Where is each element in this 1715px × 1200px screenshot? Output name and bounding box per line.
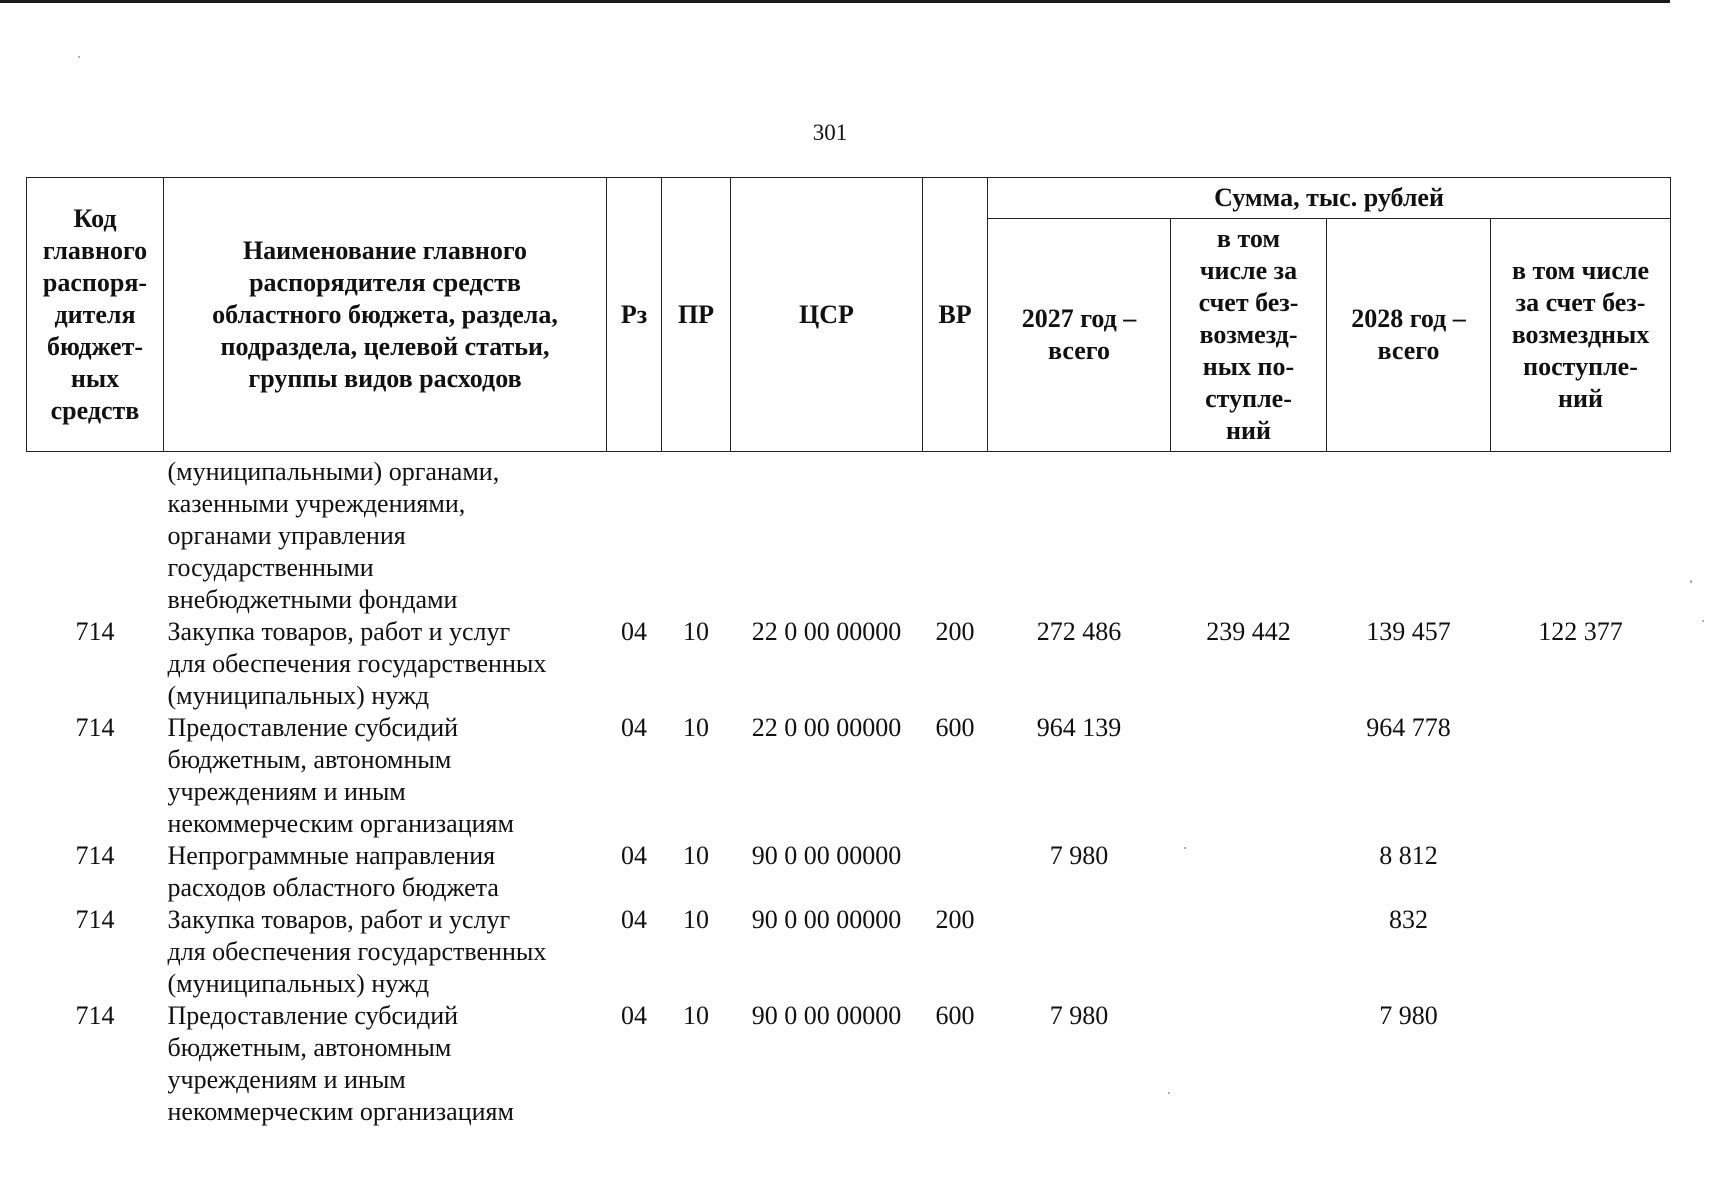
- cell-vr: [923, 456, 988, 616]
- table-row: [27, 904, 1671, 1000]
- cell-2028-total: 8 812: [1379, 841, 1438, 870]
- cell-vr: 600: [935, 713, 975, 742]
- cell-2027-grants: [1171, 840, 1327, 904]
- cell-name: Предоставление субсидий бюджетным, автономным учреждениям и иным некоммерческим организациям: [167, 1001, 514, 1126]
- cell-pr: 10: [683, 841, 709, 870]
- cell-2028-grants: [1491, 456, 1671, 616]
- cell-code: 714: [75, 841, 115, 870]
- cell-2027-total: 272 486: [1036, 617, 1122, 646]
- cell-code: 714: [75, 905, 115, 934]
- header-name: [164, 178, 607, 452]
- cell-rz: 04: [621, 713, 647, 742]
- cell-2027-total: [988, 904, 1171, 1000]
- cell-name: Непрограммные направления расходов областного бюджета: [167, 841, 499, 902]
- cell-2027-grants: [1171, 456, 1327, 616]
- cell-pr: [662, 456, 731, 616]
- header-2027-grants-lines: в том числе за счет без- возмезд- ных по- ступле- ний: [1198, 224, 1299, 445]
- cell-name: Закупка товаров, работ и услуг для обеспечения государственных (муниципальных) нужд: [167, 905, 547, 998]
- header-2027-total: [988, 219, 1171, 452]
- cell-2027-grants: 239 442: [1206, 617, 1291, 646]
- header-name-lines: Наименование главного распорядителя средств областного бюджета, раздела, подраздела, целевой статьи, группы видов расходов: [212, 235, 558, 393]
- cell-2028-grants: 122 377: [1538, 617, 1623, 646]
- cell-rz: 04: [621, 841, 647, 870]
- cell-2027-total: 964 139: [1036, 713, 1122, 742]
- cell-2028-total: 139 457: [1366, 617, 1451, 646]
- scan-speck: [1690, 580, 1692, 583]
- cell-rz: 04: [621, 617, 647, 646]
- cell-csr: 22 0 00 00000: [751, 617, 902, 646]
- cell-2028-grants: [1491, 840, 1671, 904]
- cell-2028-total: [1327, 456, 1491, 616]
- cell-pr: 10: [683, 905, 709, 934]
- table-row: [27, 616, 1671, 712]
- table-body: [27, 452, 1671, 1129]
- cell-2028-grants: [1491, 1000, 1671, 1128]
- header-pr: ПР: [662, 178, 731, 452]
- header-2028-total: [1327, 219, 1491, 452]
- cell-2027-total: 7 980: [1049, 841, 1109, 870]
- cell-name: (муниципальными) органами, казенными учреждениями, органами управления государственными внебюджетными фондами: [167, 457, 500, 614]
- header-2028-total-lines: 2028 год – всего: [1351, 304, 1466, 365]
- header-vr: ВР: [923, 178, 988, 452]
- scan-speck: [1168, 1092, 1170, 1094]
- cell-csr: 90 0 00 00000: [751, 905, 902, 934]
- cell-csr: 90 0 00 00000: [751, 841, 902, 870]
- cell-rz: 04: [621, 1001, 647, 1030]
- cell-vr: 600: [935, 1001, 975, 1030]
- header-2027-total-lines: 2027 год – всего: [1021, 304, 1137, 365]
- table-row: [27, 456, 1671, 616]
- table-row: [27, 712, 1671, 840]
- cell-code: [27, 456, 164, 616]
- cell-2027-grants: [1171, 904, 1327, 1000]
- cell-2028-grants: [1491, 712, 1671, 840]
- cell-pr: 10: [683, 1001, 709, 1030]
- cell-csr: [731, 456, 923, 616]
- cell-2028-total: 964 778: [1366, 713, 1451, 742]
- header-2028-grants-lines: в том числе за счет без- возмездных поступле- ний: [1511, 256, 1650, 413]
- cell-vr: 200: [935, 905, 975, 934]
- cell-rz: 04: [621, 905, 647, 934]
- cell-2028-grants: [1491, 904, 1671, 1000]
- cell-name: Предоставление субсидий бюджетным, автономным учреждениям и иным некоммерческим организациям: [167, 713, 514, 838]
- scan-speck: [78, 56, 80, 58]
- cell-pr: 10: [683, 617, 709, 646]
- cell-vr: 200: [935, 617, 975, 646]
- cell-csr: 90 0 00 00000: [751, 1001, 902, 1030]
- cell-rz: [607, 456, 662, 616]
- cell-name: Закупка товаров, работ и услуг для обеспечения государственных (муниципальных) нужд: [167, 617, 547, 710]
- header-rz: Рз: [607, 178, 662, 452]
- scan-speck: [1702, 620, 1704, 622]
- budget-table: [26, 177, 1671, 1128]
- cell-2028-total: 7 980: [1379, 1001, 1438, 1030]
- cell-2027-grants: [1171, 712, 1327, 840]
- cell-vr: [923, 840, 988, 904]
- cell-code: 714: [75, 617, 115, 646]
- top-rule: [0, 0, 1670, 3]
- page-number: 301: [812, 120, 848, 145]
- header-sum-group: Сумма, тыс. рублей: [988, 178, 1671, 219]
- header-2028-grants: [1491, 219, 1671, 452]
- cell-2028-total: 832: [1389, 905, 1428, 934]
- header-code: [27, 178, 164, 452]
- scan-speck: [1184, 847, 1186, 849]
- header-2027-grants: [1171, 219, 1327, 452]
- cell-2027-total: [988, 456, 1171, 616]
- cell-pr: 10: [683, 713, 709, 742]
- table-row: [27, 840, 1671, 904]
- header-csr: ЦСР: [731, 178, 923, 452]
- cell-2027-total: 7 980: [1049, 1001, 1109, 1030]
- cell-code: 714: [75, 1001, 115, 1030]
- cell-code: 714: [75, 713, 115, 742]
- table-row: [27, 1000, 1671, 1128]
- header-code-lines: Код главного распоря- дителя бюджет- ных средств: [42, 203, 148, 425]
- cell-2027-grants: [1171, 1000, 1327, 1128]
- cell-csr: 22 0 00 00000: [751, 713, 902, 742]
